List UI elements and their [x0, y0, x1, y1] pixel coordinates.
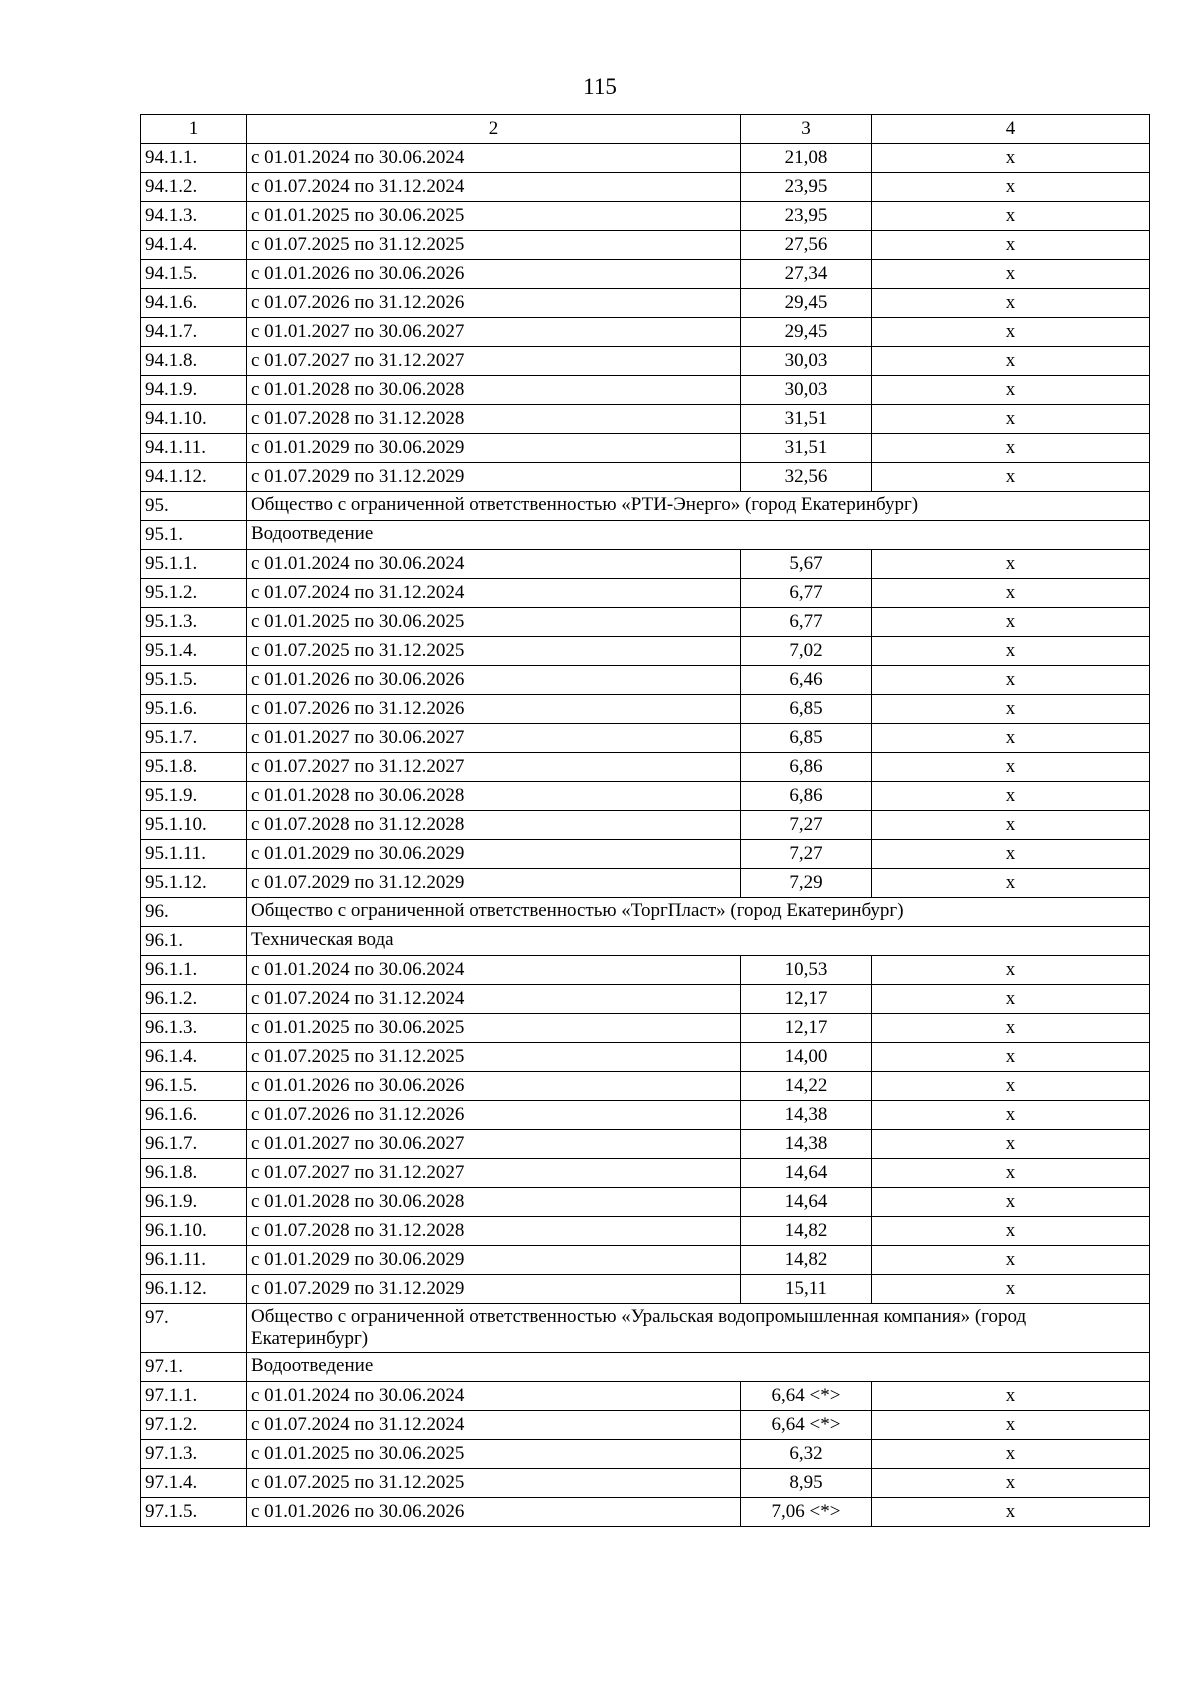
tariff-value-cell: 21,08	[741, 144, 872, 173]
col4-cell: x	[872, 1246, 1150, 1275]
table-row	[141, 1217, 1150, 1246]
tariff-value-cell: 14,38	[741, 1130, 872, 1159]
col4-cell: x	[872, 405, 1150, 434]
table-row	[141, 347, 1150, 376]
section-title: Водоотведение	[247, 521, 1150, 550]
col4-cell: x	[872, 579, 1150, 608]
table-row	[141, 637, 1150, 666]
tariff-value-cell: 29,45	[741, 289, 872, 318]
col4-cell: x	[872, 1440, 1150, 1469]
table-row	[141, 1498, 1150, 1527]
table-row	[141, 956, 1150, 985]
period-cell: с 01.07.2024 по 31.12.2024	[247, 985, 741, 1014]
tariff-value-cell: 6,64 <*>	[741, 1411, 872, 1440]
table-row	[141, 144, 1150, 173]
section-title: Водоотведение	[247, 1353, 1150, 1382]
period-cell: с 01.07.2029 по 31.12.2029	[247, 1275, 741, 1304]
period-cell: с 01.01.2025 по 30.06.2025	[247, 608, 741, 637]
period-cell: с 01.07.2027 по 31.12.2027	[247, 1159, 741, 1188]
row-number: 96.1.	[141, 927, 247, 956]
row-number: 95.1.2.	[141, 579, 247, 608]
tariff-value-cell: 6,85	[741, 724, 872, 753]
row-number: 94.1.4.	[141, 231, 247, 260]
table-row	[141, 202, 1150, 231]
row-number: 96.1.6.	[141, 1101, 247, 1130]
col4-cell: x	[872, 695, 1150, 724]
period-cell: с 01.07.2024 по 31.12.2024	[247, 579, 741, 608]
period-cell: с 01.07.2026 по 31.12.2026	[247, 695, 741, 724]
table-row	[141, 260, 1150, 289]
col4-cell: x	[872, 869, 1150, 898]
period-cell: с 01.07.2028 по 31.12.2028	[247, 811, 741, 840]
tariff-value-cell: 6,85	[741, 695, 872, 724]
col4-cell: x	[872, 811, 1150, 840]
row-number: 96.1.3.	[141, 1014, 247, 1043]
table-row	[141, 1014, 1150, 1043]
tariff-value-cell: 14,64	[741, 1159, 872, 1188]
col4-cell: x	[872, 1159, 1150, 1188]
section-title: Общество с ограниченной ответственностью «ТоргПласт» (город Екатеринбург)	[247, 898, 1150, 927]
tariff-value-cell: 14,64	[741, 1188, 872, 1217]
period-cell: с 01.01.2024 по 30.06.2024	[247, 956, 741, 985]
row-number: 94.1.2.	[141, 173, 247, 202]
header-col-4: 4	[872, 115, 1150, 144]
table-row	[141, 666, 1150, 695]
tariff-value-cell: 6,77	[741, 579, 872, 608]
period-cell: с 01.07.2025 по 31.12.2025	[247, 1469, 741, 1498]
row-number: 94.1.8.	[141, 347, 247, 376]
tariff-value-cell: 31,51	[741, 434, 872, 463]
col4-cell: x	[872, 782, 1150, 811]
col4-cell: x	[872, 1014, 1150, 1043]
table-row	[141, 1101, 1150, 1130]
row-number: 95.1.7.	[141, 724, 247, 753]
section-row	[141, 492, 1150, 521]
row-number: 94.1.7.	[141, 318, 247, 347]
period-cell: с 01.07.2025 по 31.12.2025	[247, 1043, 741, 1072]
row-number: 96.1.5.	[141, 1072, 247, 1101]
row-number: 95.1.12.	[141, 869, 247, 898]
table-row	[141, 173, 1150, 202]
row-number: 95.1.10.	[141, 811, 247, 840]
row-number: 97.1.4.	[141, 1469, 247, 1498]
col4-cell: x	[872, 1130, 1150, 1159]
col4-cell: x	[872, 318, 1150, 347]
tariff-value-cell: 23,95	[741, 173, 872, 202]
col4-cell: x	[872, 1498, 1150, 1527]
period-cell: с 01.01.2028 по 30.06.2028	[247, 1188, 741, 1217]
col4-cell: x	[872, 1275, 1150, 1304]
row-number: 94.1.11.	[141, 434, 247, 463]
col4-cell: x	[872, 434, 1150, 463]
row-number: 94.1.3.	[141, 202, 247, 231]
period-cell: с 01.01.2025 по 30.06.2025	[247, 202, 741, 231]
col4-cell: x	[872, 260, 1150, 289]
tariff-value-cell: 12,17	[741, 1014, 872, 1043]
period-cell: с 01.07.2029 по 31.12.2029	[247, 463, 741, 492]
period-cell: с 01.07.2025 по 31.12.2025	[247, 231, 741, 260]
row-number: 95.	[141, 492, 247, 521]
col4-cell: x	[872, 956, 1150, 985]
tariff-value-cell: 14,22	[741, 1072, 872, 1101]
row-number: 95.1.1.	[141, 550, 247, 579]
tariff-value-cell: 5,67	[741, 550, 872, 579]
tariff-value-cell: 14,82	[741, 1217, 872, 1246]
period-cell: с 01.07.2026 по 31.12.2026	[247, 289, 741, 318]
col4-cell: x	[872, 144, 1150, 173]
tariff-table	[140, 114, 1150, 1527]
section-title: Общество с ограниченной ответственностью «РТИ-Энерго» (город Екатеринбург)	[247, 492, 1150, 521]
tariff-value-cell: 7,27	[741, 811, 872, 840]
row-number: 97.1.5.	[141, 1498, 247, 1527]
tariff-value-cell: 12,17	[741, 985, 872, 1014]
table-row	[141, 1275, 1150, 1304]
page-number: 115	[583, 74, 617, 99]
section-row	[141, 927, 1150, 956]
period-cell: с 01.01.2029 по 30.06.2029	[247, 1246, 741, 1275]
row-number: 97.1.3.	[141, 1440, 247, 1469]
col4-cell: x	[872, 550, 1150, 579]
period-cell: с 01.01.2026 по 30.06.2026	[247, 666, 741, 695]
tariff-value-cell: 14,82	[741, 1246, 872, 1275]
row-number: 94.1.9.	[141, 376, 247, 405]
col4-cell: x	[872, 753, 1150, 782]
table-row	[141, 811, 1150, 840]
table-row	[141, 1159, 1150, 1188]
tariff-value-cell: 14,00	[741, 1043, 872, 1072]
col4-cell: x	[872, 608, 1150, 637]
row-number: 94.1.5.	[141, 260, 247, 289]
tariff-value-cell: 29,45	[741, 318, 872, 347]
tariff-value-cell: 14,38	[741, 1101, 872, 1130]
row-number: 96.1.10.	[141, 1217, 247, 1246]
section-row	[141, 521, 1150, 550]
col4-cell: x	[872, 1411, 1150, 1440]
row-number: 95.1.6.	[141, 695, 247, 724]
period-cell: с 01.01.2026 по 30.06.2026	[247, 1072, 741, 1101]
table-row	[141, 695, 1150, 724]
row-number: 97.	[141, 1304, 247, 1353]
period-cell: с 01.07.2027 по 31.12.2027	[247, 753, 741, 782]
period-cell: с 01.01.2027 по 30.06.2027	[247, 1130, 741, 1159]
tariff-value-cell: 6,77	[741, 608, 872, 637]
row-number: 97.1.2.	[141, 1411, 247, 1440]
table-row	[141, 289, 1150, 318]
col4-cell: x	[872, 666, 1150, 695]
col4-cell: x	[872, 1469, 1150, 1498]
period-cell: с 01.01.2028 по 30.06.2028	[247, 376, 741, 405]
period-cell: с 01.07.2024 по 31.12.2024	[247, 173, 741, 202]
row-number: 94.1.1.	[141, 144, 247, 173]
table-row	[141, 376, 1150, 405]
table-row	[141, 869, 1150, 898]
table-row	[141, 231, 1150, 260]
col4-cell: x	[872, 1217, 1150, 1246]
table-row	[141, 985, 1150, 1014]
col4-cell: x	[872, 1188, 1150, 1217]
table-row	[141, 840, 1150, 869]
period-cell: с 01.01.2027 по 30.06.2027	[247, 318, 741, 347]
table-row	[141, 608, 1150, 637]
period-cell: с 01.01.2028 по 30.06.2028	[247, 782, 741, 811]
period-cell: с 01.01.2029 по 30.06.2029	[247, 434, 741, 463]
row-number: 96.1.2.	[141, 985, 247, 1014]
col4-cell: x	[872, 202, 1150, 231]
period-cell: с 01.01.2025 по 30.06.2025	[247, 1014, 741, 1043]
period-cell: с 01.01.2024 по 30.06.2024	[247, 1382, 741, 1411]
row-number: 95.1.4.	[141, 637, 247, 666]
row-number: 95.1.	[141, 521, 247, 550]
tariff-value-cell: 30,03	[741, 376, 872, 405]
row-number: 96.1.11.	[141, 1246, 247, 1275]
table-row	[141, 434, 1150, 463]
period-cell: с 01.01.2029 по 30.06.2029	[247, 840, 741, 869]
tariff-value-cell: 7,29	[741, 869, 872, 898]
table-row	[141, 405, 1150, 434]
row-number: 95.1.3.	[141, 608, 247, 637]
row-number: 94.1.10.	[141, 405, 247, 434]
col4-cell: x	[872, 985, 1150, 1014]
tariff-value-cell: 32,56	[741, 463, 872, 492]
tariff-value-cell: 6,46	[741, 666, 872, 695]
row-number: 97.1.1.	[141, 1382, 247, 1411]
tariff-value-cell: 15,11	[741, 1275, 872, 1304]
col4-cell: x	[872, 1101, 1150, 1130]
table-row	[141, 1469, 1150, 1498]
tariff-table-body	[141, 115, 1150, 1527]
row-number: 94.1.6.	[141, 289, 247, 318]
table-row	[141, 1072, 1150, 1101]
tariff-value-cell: 6,32	[741, 1440, 872, 1469]
tariff-value-cell: 8,95	[741, 1469, 872, 1498]
tariff-value-cell: 6,64 <*>	[741, 1382, 872, 1411]
row-number: 96.1.4.	[141, 1043, 247, 1072]
period-cell: с 01.01.2024 по 30.06.2024	[247, 144, 741, 173]
table-row	[141, 318, 1150, 347]
table-row	[141, 463, 1150, 492]
period-cell: с 01.07.2029 по 31.12.2029	[247, 869, 741, 898]
table-row	[141, 1440, 1150, 1469]
row-number: 94.1.12.	[141, 463, 247, 492]
row-number: 96.1.8.	[141, 1159, 247, 1188]
row-number: 95.1.5.	[141, 666, 247, 695]
section-row	[141, 1353, 1150, 1382]
table-row	[141, 782, 1150, 811]
row-number: 95.1.11.	[141, 840, 247, 869]
table-header-row	[141, 115, 1150, 144]
row-number: 96.1.12.	[141, 1275, 247, 1304]
table-row	[141, 550, 1150, 579]
col4-cell: x	[872, 1382, 1150, 1411]
row-number: 95.1.9.	[141, 782, 247, 811]
period-cell: с 01.07.2024 по 31.12.2024	[247, 1411, 741, 1440]
tariff-value-cell: 27,34	[741, 260, 872, 289]
col4-cell: x	[872, 376, 1150, 405]
col4-cell: x	[872, 724, 1150, 753]
col4-cell: x	[872, 1072, 1150, 1101]
table-row	[141, 1188, 1150, 1217]
tariff-value-cell: 27,56	[741, 231, 872, 260]
section-title: Общество с ограниченной ответственностью «Уральская водопромышленная компания» (город Екатеринбург)	[247, 1304, 1150, 1353]
tariff-value-cell: 7,02	[741, 637, 872, 666]
table-row	[141, 1411, 1150, 1440]
period-cell: с 01.07.2026 по 31.12.2026	[247, 1101, 741, 1130]
row-number: 96.1.1.	[141, 956, 247, 985]
period-cell: с 01.07.2027 по 31.12.2027	[247, 347, 741, 376]
row-number: 96.1.7.	[141, 1130, 247, 1159]
period-cell: с 01.01.2025 по 30.06.2025	[247, 1440, 741, 1469]
col4-cell: x	[872, 637, 1150, 666]
table-row	[141, 724, 1150, 753]
table-row	[141, 579, 1150, 608]
row-number: 95.1.8.	[141, 753, 247, 782]
col4-cell: x	[872, 289, 1150, 318]
header-col-1: 1	[141, 115, 247, 144]
section-title: Техническая вода	[247, 927, 1150, 956]
row-number: 97.1.	[141, 1353, 247, 1382]
table-row	[141, 753, 1150, 782]
period-cell: с 01.07.2025 по 31.12.2025	[247, 637, 741, 666]
tariff-value-cell: 6,86	[741, 782, 872, 811]
col4-cell: x	[872, 347, 1150, 376]
col4-cell: x	[872, 231, 1150, 260]
tariff-value-cell: 30,03	[741, 347, 872, 376]
header-col-2: 2	[247, 115, 741, 144]
table-row	[141, 1246, 1150, 1275]
period-cell: с 01.01.2024 по 30.06.2024	[247, 550, 741, 579]
table-row	[141, 1043, 1150, 1072]
tariff-value-cell: 23,95	[741, 202, 872, 231]
period-cell: с 01.07.2028 по 31.12.2028	[247, 1217, 741, 1246]
section-row	[141, 1304, 1150, 1353]
table-row	[141, 1130, 1150, 1159]
period-cell: с 01.07.2028 по 31.12.2028	[247, 405, 741, 434]
col4-cell: x	[872, 840, 1150, 869]
col4-cell: x	[872, 1043, 1150, 1072]
row-number: 96.	[141, 898, 247, 927]
col4-cell: x	[872, 173, 1150, 202]
period-cell: с 01.01.2027 по 30.06.2027	[247, 724, 741, 753]
period-cell: с 01.01.2026 по 30.06.2026	[247, 1498, 741, 1527]
col4-cell: x	[872, 463, 1150, 492]
section-row	[141, 898, 1150, 927]
tariff-value-cell: 10,53	[741, 956, 872, 985]
tariff-value-cell: 6,86	[741, 753, 872, 782]
row-number: 96.1.9.	[141, 1188, 247, 1217]
header-col-3: 3	[741, 115, 872, 144]
table-row	[141, 1382, 1150, 1411]
tariff-value-cell: 7,06 <*>	[741, 1498, 872, 1527]
period-cell: с 01.01.2026 по 30.06.2026	[247, 260, 741, 289]
tariff-value-cell: 31,51	[741, 405, 872, 434]
tariff-value-cell: 7,27	[741, 840, 872, 869]
